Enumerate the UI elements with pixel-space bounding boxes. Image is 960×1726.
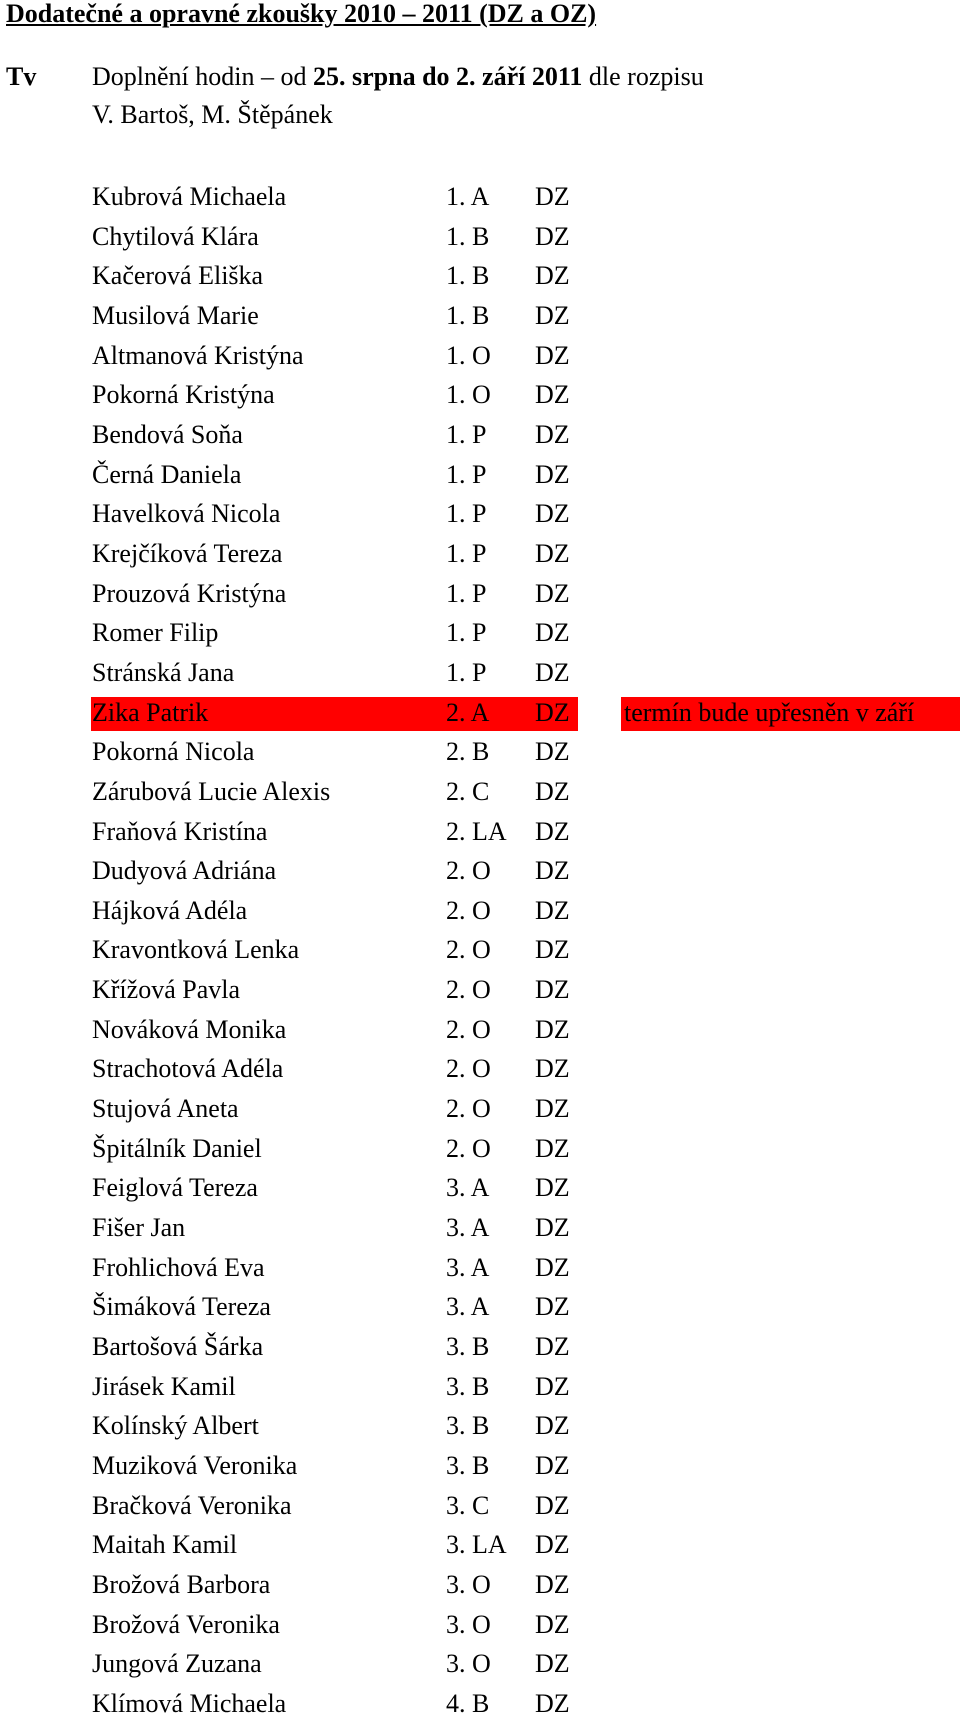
exam-type: DZ (535, 459, 570, 489)
exam-type: DZ (535, 1332, 570, 1362)
exam-type: DZ (535, 1530, 570, 1560)
student-name: Krejčíková Tereza (92, 538, 283, 568)
student-name: Kolínský Albert (92, 1411, 259, 1441)
student-name: Jungová Zuzana (92, 1649, 262, 1679)
student-row (0, 774, 960, 814)
exam-type: DZ (535, 1371, 570, 1401)
student-name: Bračková Veronika (92, 1490, 292, 1520)
student-row (0, 1488, 960, 1528)
student-name: Frohlichová Eva (92, 1252, 265, 1282)
student-row (0, 179, 960, 219)
student-row (0, 457, 960, 497)
exam-type: DZ (535, 1252, 570, 1282)
student-row (0, 338, 960, 378)
student-row (0, 814, 960, 854)
exam-type: DZ (535, 380, 570, 410)
student-name: Kravontková Lenka (92, 935, 300, 965)
exam-type: DZ (535, 1451, 570, 1480)
student-name: Fišer Jan (92, 1213, 186, 1243)
student-row (0, 1131, 960, 1171)
student-class: 3. A (446, 1173, 490, 1203)
schedule-note (92, 62, 704, 92)
student-class: 4. B (446, 1688, 490, 1718)
exam-type: DZ (535, 975, 570, 1005)
exam-type: DZ (535, 1014, 570, 1044)
student-class: 1. B (446, 300, 490, 330)
student-name: Stujová Aneta (92, 1094, 239, 1124)
student-class: 3. B (446, 1332, 490, 1362)
student-class: 2. LA (446, 816, 507, 846)
exam-type: DZ (535, 182, 570, 211)
student-name: Muziková Veronika (92, 1451, 298, 1480)
student-class: 1. A (446, 182, 490, 211)
student-row (0, 734, 960, 774)
exam-type: DZ (535, 1133, 570, 1163)
student-name: Chytilová Klára (92, 221, 259, 251)
student-row (0, 695, 960, 735)
student-row (0, 1686, 960, 1726)
exam-type: DZ (535, 538, 570, 568)
student-row (0, 972, 960, 1012)
student-class: 1. P (446, 578, 487, 608)
student-name: Pokorná Kristýna (92, 380, 275, 410)
exam-type: DZ (535, 1054, 570, 1084)
student-row (0, 1051, 960, 1091)
exam-type: DZ (535, 935, 570, 965)
student-row (0, 377, 960, 417)
student-name: Strachotová Adéla (92, 1054, 284, 1084)
student-name: Špitálník Daniel (92, 1133, 262, 1163)
exam-type: DZ (535, 816, 570, 846)
student-class: 3. O (446, 1569, 491, 1599)
student-name: Šimáková Tereza (92, 1292, 271, 1322)
student-class: 3. A (446, 1292, 490, 1322)
exam-type: DZ (535, 261, 570, 291)
student-row (0, 853, 960, 893)
schedule-note-suffix: dle rozpisu (582, 62, 704, 91)
teachers-line: V. Bartoš, M. Štěpánek (92, 100, 333, 129)
student-class: 3. B (446, 1451, 490, 1480)
document-title: Dodatečné a opravné zkoušky 2010 – 2011 (DZ a OZ) (6, 0, 597, 28)
student-name: Bendová Soňa (92, 419, 243, 449)
exam-type: DZ (535, 499, 570, 529)
exam-type: DZ (535, 1609, 570, 1639)
exam-type: DZ (535, 856, 570, 886)
student-name: Maitah Kamil (92, 1530, 238, 1560)
student-name: Křížová Pavla (92, 975, 241, 1005)
exam-type: DZ (535, 1569, 570, 1599)
student-row (0, 536, 960, 576)
exam-type: DZ (535, 1649, 570, 1679)
student-row (0, 496, 960, 536)
student-name: Musilová Marie (92, 300, 259, 330)
exam-type: DZ (535, 221, 570, 251)
student-class: 3. O (446, 1649, 491, 1679)
student-class: 2. O (446, 1094, 491, 1124)
student-row (0, 1329, 960, 1369)
exam-type: DZ (535, 1094, 570, 1124)
student-name: Kubrová Michaela (92, 182, 287, 211)
exam-type: DZ (535, 578, 570, 608)
student-name: Zika Patrik (92, 697, 209, 727)
student-class: 1. B (446, 221, 490, 251)
student-class: 2. O (446, 1133, 491, 1163)
exam-type: DZ (535, 895, 570, 925)
student-class: 1. O (446, 380, 491, 410)
exam-type: DZ (535, 618, 570, 648)
student-row (0, 1408, 960, 1448)
student-row (0, 576, 960, 616)
student-class: 2. O (446, 1054, 491, 1084)
student-class: 1. P (446, 459, 487, 489)
student-row (0, 1170, 960, 1210)
student-class: 2. O (446, 975, 491, 1005)
schedule-note-prefix: Doplnění hodin – od (92, 62, 313, 91)
student-class: 3. LA (446, 1530, 507, 1560)
student-name: Romer Filip (92, 618, 219, 648)
student-name: Klímová Michaela (92, 1688, 287, 1718)
exam-type: DZ (535, 1490, 570, 1520)
student-class: 2. O (446, 935, 491, 965)
student-row (0, 258, 960, 298)
student-class: 1. B (446, 261, 490, 291)
student-row (0, 417, 960, 457)
student-row (0, 1646, 960, 1686)
student-class: 2. O (446, 1014, 491, 1044)
student-class: 3. C (446, 1490, 490, 1520)
subject-label: Tv (6, 62, 37, 91)
student-row (0, 1567, 960, 1607)
student-row (0, 1289, 960, 1329)
student-class: 1. P (446, 499, 487, 529)
exam-type: DZ (535, 419, 570, 449)
student-name: Nováková Monika (92, 1014, 287, 1044)
student-class: 3. B (446, 1411, 490, 1441)
student-row (0, 219, 960, 259)
exam-type: DZ (535, 1213, 570, 1243)
exam-type: DZ (535, 300, 570, 330)
student-name: Jirásek Kamil (92, 1371, 236, 1401)
student-name: Zárubová Lucie Alexis (92, 776, 331, 806)
student-class: 3. A (446, 1213, 490, 1243)
student-row (0, 1210, 960, 1250)
student-class: 1. P (446, 538, 487, 568)
student-row (0, 1012, 960, 1052)
exam-type: DZ (535, 737, 570, 767)
student-class: 1. O (446, 340, 491, 370)
student-name: Feiglová Tereza (92, 1173, 258, 1203)
exam-type: DZ (535, 697, 570, 727)
exam-type: DZ (535, 1411, 570, 1441)
exam-type: DZ (535, 657, 570, 687)
student-name: Kačerová Eliška (92, 261, 264, 291)
student-class: 2. O (446, 895, 491, 925)
student-class: 3. A (446, 1252, 490, 1282)
student-row (0, 1527, 960, 1567)
student-name: Prouzová Kristýna (92, 578, 287, 608)
student-name: Brožová Barbora (92, 1569, 271, 1599)
student-class: 2. O (446, 856, 491, 886)
student-name: Pokorná Nicola (92, 737, 255, 767)
student-name: Černá Daniela (92, 459, 242, 489)
exam-type: DZ (535, 1688, 570, 1718)
student-name: Stránská Jana (92, 657, 235, 687)
student-name: Brožová Veronika (92, 1609, 280, 1639)
student-row (0, 1607, 960, 1647)
student-class: 1. P (446, 419, 487, 449)
student-name: Altmanová Kristýna (92, 340, 304, 370)
student-row (0, 298, 960, 338)
student-class: 3. B (446, 1371, 490, 1401)
student-list (0, 179, 960, 1726)
student-row (0, 932, 960, 972)
student-name: Hájková Adéla (92, 895, 248, 925)
exam-type: DZ (535, 340, 570, 370)
student-name: Bartošová Šárka (92, 1332, 264, 1362)
student-row (0, 1091, 960, 1131)
student-class: 1. P (446, 657, 487, 687)
student-class: 2. A (446, 697, 490, 727)
student-class: 1. P (446, 618, 487, 648)
student-class: 2. B (446, 737, 490, 767)
exam-type: DZ (535, 1173, 570, 1203)
student-name: Fraňová Kristína (92, 816, 268, 846)
exam-type: DZ (535, 1292, 570, 1322)
exam-type: DZ (535, 776, 570, 806)
student-row (0, 893, 960, 933)
student-name: Dudyová Adriána (92, 856, 277, 886)
student-row (0, 655, 960, 695)
student-row (0, 1448, 960, 1488)
row-note: termín bude upřesněn v září (624, 697, 915, 727)
student-name: Havelková Nicola (92, 499, 281, 529)
student-class: 2. C (446, 776, 490, 806)
student-row (0, 1369, 960, 1409)
student-row (0, 1250, 960, 1290)
schedule-note-dates: 25. srpna do 2. září 2011 (313, 62, 583, 91)
student-class: 3. O (446, 1609, 491, 1639)
student-row (0, 615, 960, 655)
